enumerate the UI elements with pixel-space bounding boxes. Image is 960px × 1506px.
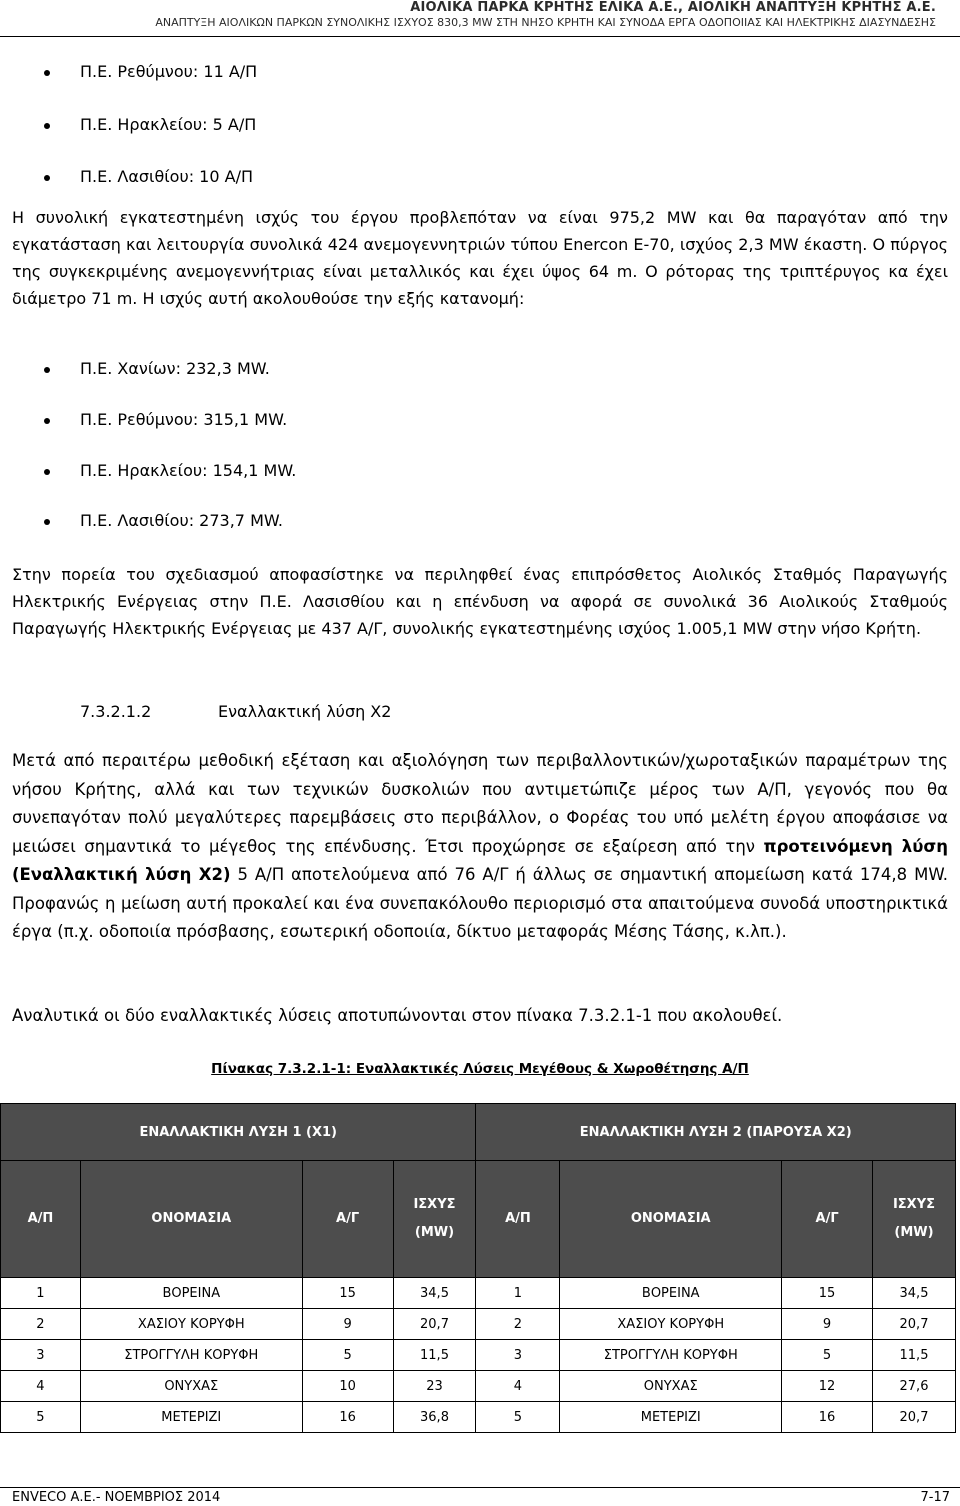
header-line-2: ΑΝΑΠΤΥΞΗ ΑΙΟΛΙΚΩΝ ΠΑΡΚΩΝ ΣΥΝΟΛΙΚΗΣ ΙΣΧΥΟΣ 830,3 MW ΣΤΗ ΝΗΣΟ ΚΡΗΤΗ ΚΑΙ ΣΥΝΟΔΑ ΕΡΓΑ ΟΔΟΠΟΙΙΑΣ ΚΑΙ ΗΛΕΚΤΡΙΚΗΣ ΔΙΑΣΥΝΔΕΣΗΣ (155, 16, 936, 29)
footer-left: ENVECO Α.Ε.- ΝΟΕΜΒΡΙΟΣ 2014 (12, 1490, 221, 1505)
table-cell: 34,5 (873, 1278, 956, 1309)
table-cell: ΜΕΤΕΡΙΖΙ (560, 1402, 782, 1433)
table-cell: 10 (302, 1371, 393, 1402)
table-cell: 34,5 (393, 1278, 476, 1309)
header-rule (0, 36, 960, 37)
table-cell: ΟΝΥΧΑΣ (80, 1371, 302, 1402)
alternatives-table (0, 1103, 956, 1433)
table-cell: ΜΕΤΕΡΙΖΙ (80, 1402, 302, 1433)
table-cell: 27,6 (873, 1371, 956, 1402)
table-cell: 4 (476, 1371, 560, 1402)
table-cell: ΒΟΡΕΙΝΑ (80, 1278, 302, 1309)
table-cell: 1 (476, 1278, 560, 1309)
table-cell: 20,7 (873, 1309, 956, 1340)
table-cell: 5 (476, 1402, 560, 1433)
section-heading (80, 702, 392, 721)
section-title: Εναλλακτική λύση Χ2 (218, 702, 392, 721)
table-cell: 15 (782, 1278, 873, 1309)
col-header-ag: Α/Γ (782, 1161, 873, 1278)
table-caption: Πίνακας 7.3.2.1-1: Εναλλακτικές Λύσεις Μεγέθους & Χωροθέτησης Α/Π (211, 1061, 749, 1077)
bullet-item: Π.Ε. Λασιθίου: 273,7 MW. (80, 511, 283, 530)
col-header-name: ΟΝΟΜΑΣΙΑ (560, 1161, 782, 1278)
table-cell: 12 (782, 1371, 873, 1402)
paragraph-3-text-end: 5 Α/Π αποτελούμενα από 76 Α/Γ ή άλλως σε σημαντική απομείωση κατά 174,8 MW. Προφανώς η μείωση αυτή προκαλεί και ένα συνεπακόλουθο περιορισμό στα απαιτούμενα συνοδά υποστηρικτικά έργα (π.χ. οδοποιία πρόσβασης, εσωτερική οδοποιία, δίκτυο μεταφοράς Μέσης Τάσης, κ.λπ.). (12, 865, 948, 941)
bullet-item: Π.Ε. Ρεθύμνου: 11 Α/Π (80, 62, 258, 81)
col-header-ag: Α/Γ (302, 1161, 393, 1278)
table-cell: ΣΤΡΟΓΓΥΛΗ ΚΟΡΥΦΗ (560, 1340, 782, 1371)
bullet-item: Π.Ε. Ρεθύμνου: 315,1 MW. (80, 410, 288, 429)
header-line-1: ΑΙΟΛΙΚΑ ΠΑΡΚΑ ΚΡΗΤΗΣ ΕΛΙΚΑ Α.Ε., ΑΙΟΛΙΚΗ ΑΝΑΠΤΥΞΗ ΚΡΗΤΗΣ Α.Ε. (410, 0, 936, 15)
table-cell: ΧΑΣΙΟΥ ΚΟΡΥΦΗ (560, 1309, 782, 1340)
table-cell: 3 (476, 1340, 560, 1371)
table-body (1, 1278, 956, 1433)
bullet-item: Π.Ε. Λασιθίου: 10 Α/Π (80, 167, 253, 186)
table-cell: 23 (393, 1371, 476, 1402)
paragraph-1: Η συνολική εγκατεστημένη ισχύς του έργου προβλεπόταν να είναι 975,2 MW και θα παραγόταν από την εγκατάσταση και λειτουργία συνολικά 424 ανεμογεννητριών τύπου Enercon E-70, ισχύος 2,3 MW έκαστη. Ο πύργος της συγκεκριμένης ανεμογεννήτριας είναι μεταλλικός και έχει ύψος 64 m. Ο ρότορας της τριπτέρυγος κα έχει διάμετρο 71 m. Η ισχύς αυτή ακολουθούσε την εξής κατανομή: (12, 208, 948, 308)
table-cell: 5 (782, 1340, 873, 1371)
table-cell: 11,5 (393, 1340, 476, 1371)
table-cell: 9 (782, 1309, 873, 1340)
paragraph-4: Αναλυτικά οι δύο εναλλακτικές λύσεις αποτυπώνονται στον πίνακα 7.3.2.1-1 που ακολουθεί. (12, 1006, 783, 1025)
table-row (1, 1309, 956, 1340)
table-cell: ΒΟΡΕΙΝΑ (560, 1278, 782, 1309)
section-number: 7.3.2.1.2 (80, 702, 152, 721)
table-row (1, 1340, 956, 1371)
table-cell: 5 (1, 1402, 81, 1433)
group-header-x1: ΕΝΑΛΛΑΚΤΙΚΗ ΛΥΣΗ 1 (Χ1) (1, 1104, 476, 1161)
table-cell: 5 (302, 1340, 393, 1371)
col-header-ap: Α/Π (476, 1161, 560, 1278)
paragraph-3 (12, 747, 948, 947)
table-cell: 4 (1, 1371, 81, 1402)
bullet-item: Π.Ε. Ηρακλείου: 5 Α/Π (80, 115, 257, 134)
bullet-item: Π.Ε. Χανίων: 232,3 MW. (80, 359, 270, 378)
table-cell: 2 (476, 1309, 560, 1340)
table-cell: 9 (302, 1309, 393, 1340)
table-cell: 11,5 (873, 1340, 956, 1371)
table-cell: 3 (1, 1340, 81, 1371)
table-cell: ΧΑΣΙΟΥ ΚΟΡΥΦΗ (80, 1309, 302, 1340)
table-cell: 16 (302, 1402, 393, 1433)
col-header-power: ΙΣΧΥΣ (MW) (393, 1161, 476, 1278)
group-header-x2: ΕΝΑΛΛΑΚΤΙΚΗ ΛΥΣΗ 2 (ΠΑΡΟΥΣΑ Χ2) (476, 1104, 956, 1161)
proposed-solution-bold: προτεινόμενη λύση (Εναλλακτική λύση Χ2) (12, 836, 948, 884)
col-header-power: ΙΣΧΥΣ (MW) (873, 1161, 956, 1278)
table-cell: 2 (1, 1309, 81, 1340)
paragraph-3-text: Μετά από περαιτέρω μεθοδική εξέταση και αξιολόγηση των περιβαλλοντικών/χωροταξικών παραμέτρων της νήσου Κρήτης, αλλά και των τεχνικών δυσκολιών που αντιμετώπιζε μέρος των Α/Π, γεγονός που θα συνεπαγόταν πολύ μεγαλύτερες παρεμβάσεις στο περιβάλλον, ο Φορέας του υπό μελέτη έργου αποφάσισε να μειώσει σημαντικά το μέγεθος της επένδυσης. Έτσι προχώρησε σε εξαίρεση από την (12, 751, 948, 856)
col-header-ap: Α/Π (1, 1161, 81, 1278)
table-cell: ΣΤΡΟΓΓΥΛΗ ΚΟΡΥΦΗ (80, 1340, 302, 1371)
bullet-item: Π.Ε. Ηρακλείου: 154,1 MW. (80, 461, 297, 480)
table-row (1, 1371, 956, 1402)
paragraph-2: Στην πορεία του σχεδιασμού αποφασίστηκε να περιληφθεί ένας επιπρόσθετος Αιολικός Σταθμός Παραγωγής Ηλεκτρικής Ενέργειας στην Π.Ε. Λασισθίου και η επένδυση να αφορά σε συνολικά 36 Αιολικούς Σταθμούς Παραγωγής Ηλεκτρικής Ενέργειας με 437 Α/Γ, συνολικής εγκατεστημένης ισχύος 1.005,1 MW στην νήσο Κρήτη. (12, 565, 948, 638)
table-cell: 36,8 (393, 1402, 476, 1433)
page-header (155, 0, 936, 31)
table-cell: 15 (302, 1278, 393, 1309)
footer-rule (0, 1487, 960, 1488)
table-row (1, 1402, 956, 1433)
col-header-name: ΟΝΟΜΑΣΙΑ (80, 1161, 302, 1278)
table-row (1, 1278, 956, 1309)
table-cell: 16 (782, 1402, 873, 1433)
table-cell: ΟΝΥΧΑΣ (560, 1371, 782, 1402)
page-number: 7-17 (920, 1490, 950, 1505)
table-cell: 20,7 (393, 1309, 476, 1340)
table-cell: 1 (1, 1278, 81, 1309)
table-cell: 20,7 (873, 1402, 956, 1433)
